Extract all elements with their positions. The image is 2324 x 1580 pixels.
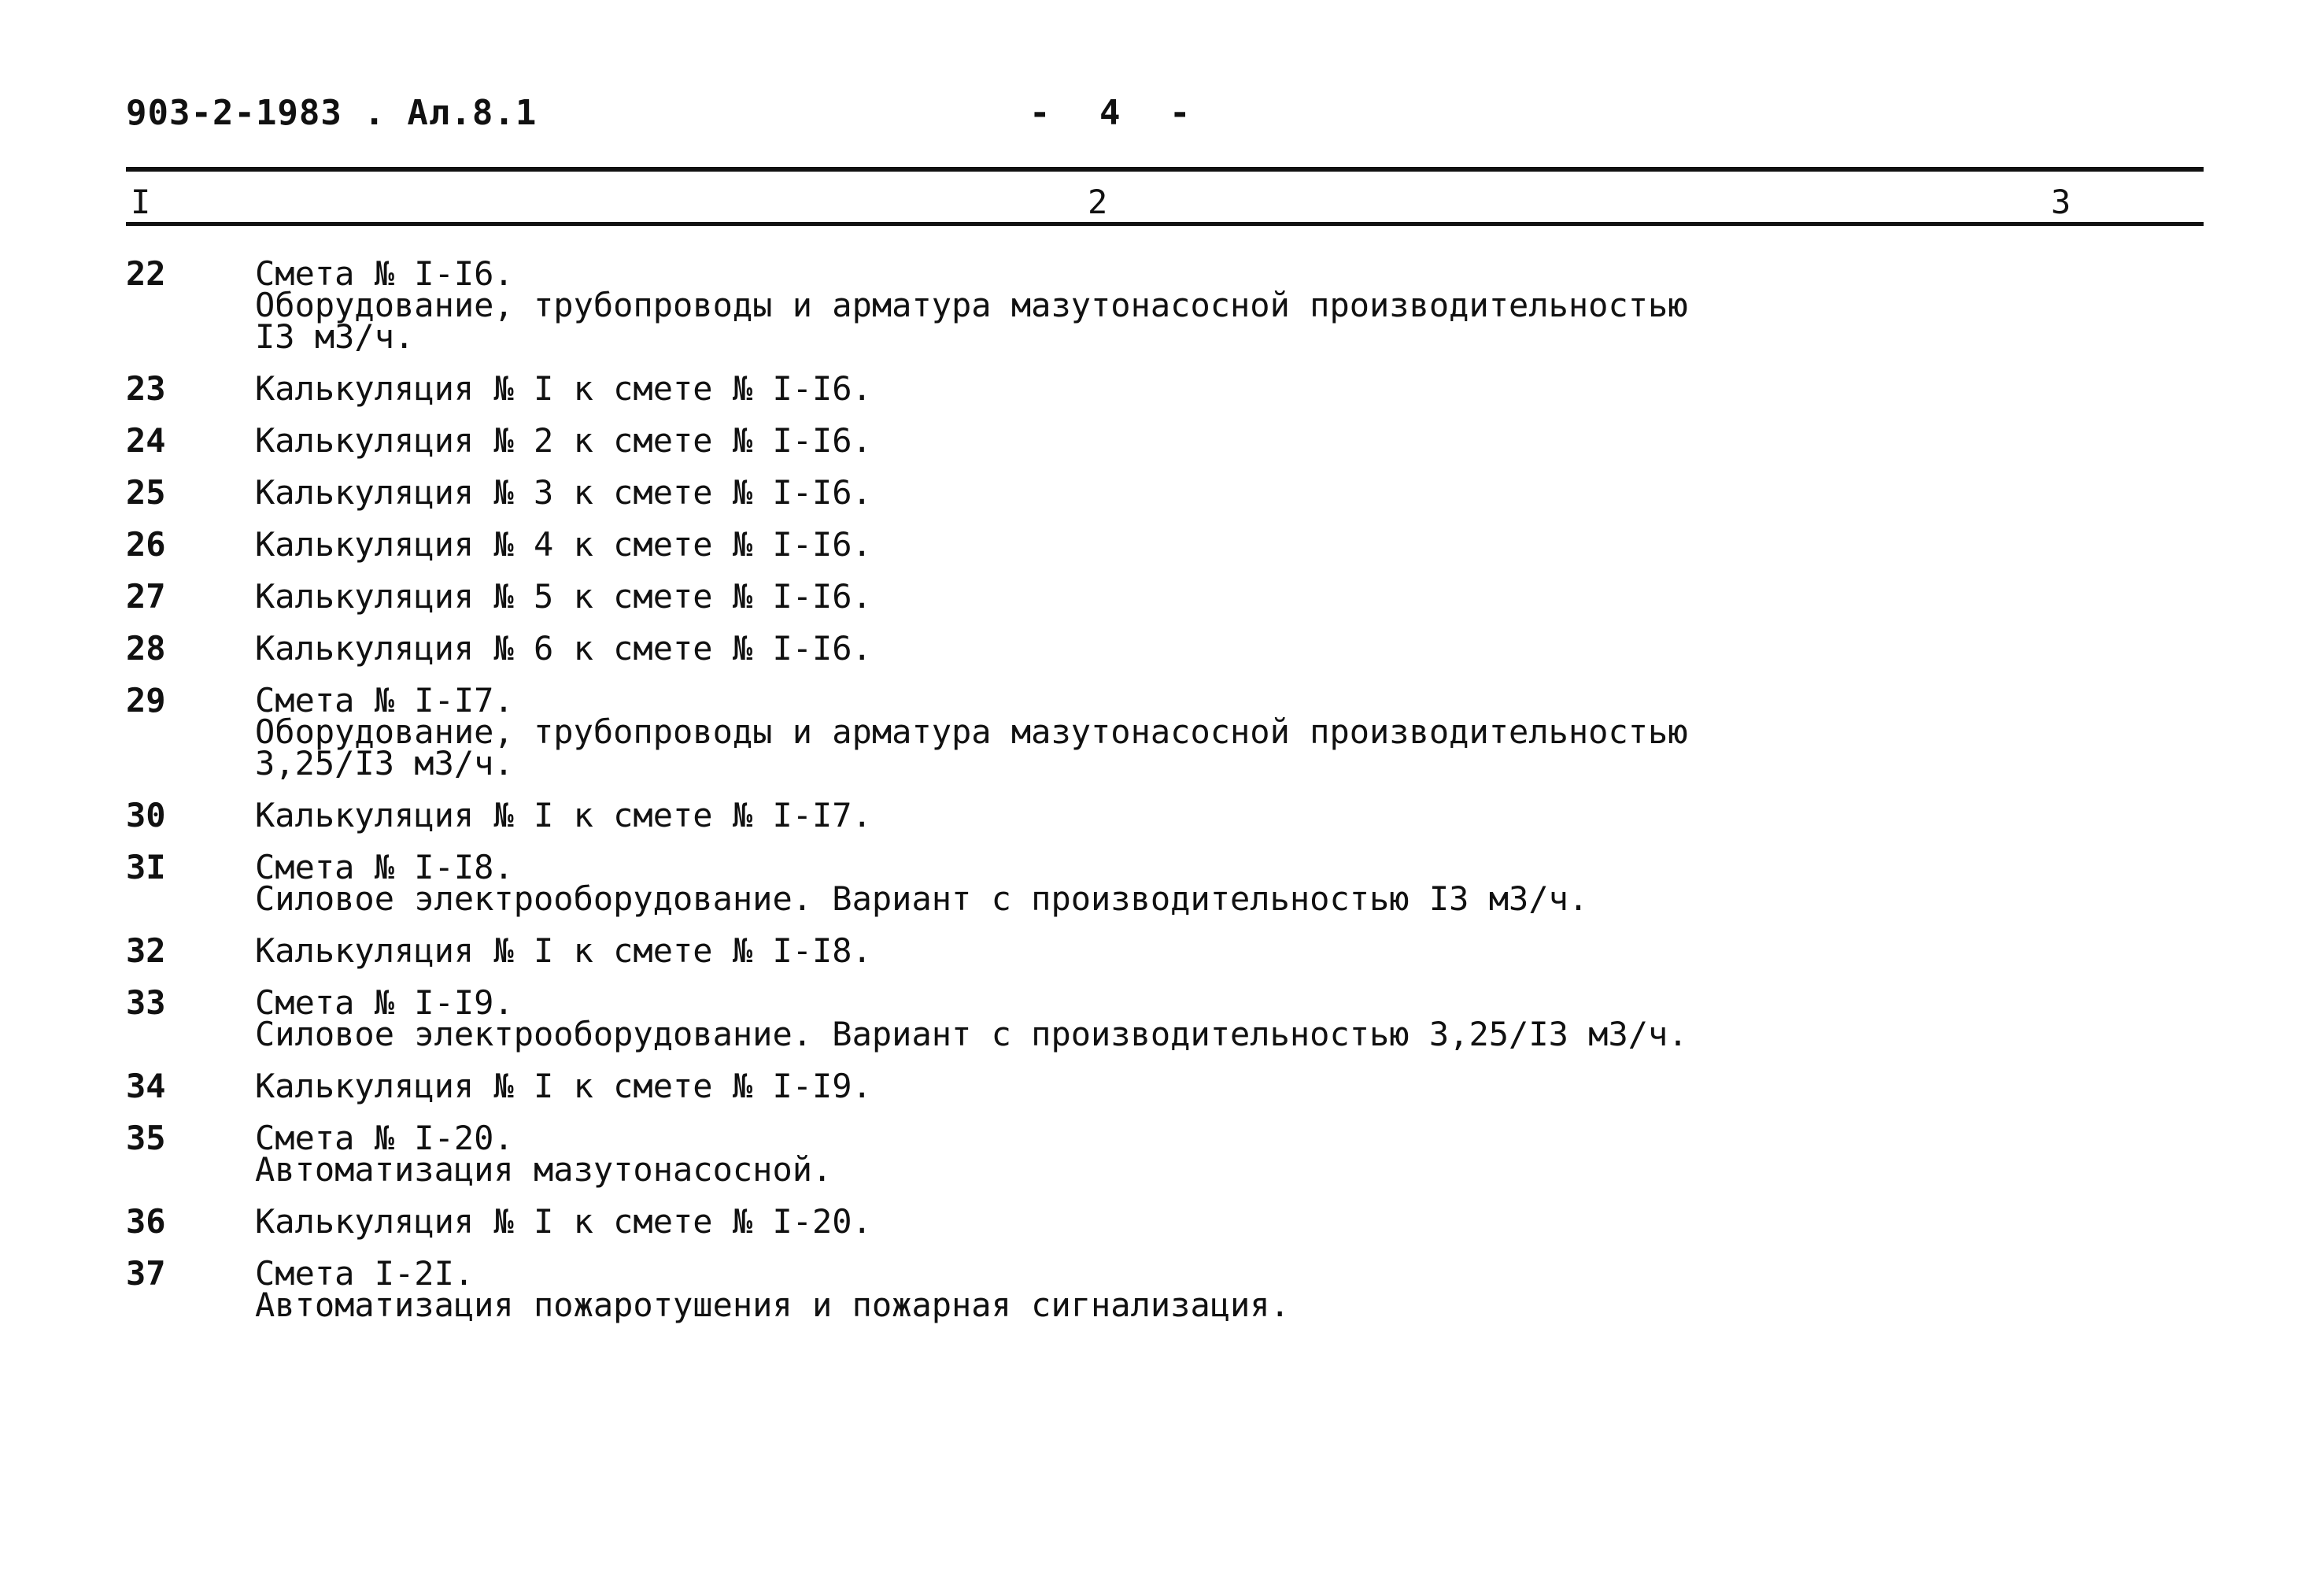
item-number: 33 xyxy=(126,983,166,1022)
list-item xyxy=(126,369,2204,408)
item-text-line: Силовое электрооборудование. Вариант с производительностью 3,25/I3 м3/ч. xyxy=(255,1015,1688,1053)
list-item xyxy=(126,421,2204,460)
item-text xyxy=(255,1202,2204,1241)
list-item xyxy=(126,1254,2204,1324)
item-text xyxy=(255,369,2204,408)
item-number: 22 xyxy=(126,254,166,293)
item-number: 24 xyxy=(126,421,166,460)
item-text-line: Калькуляция № I к смете № I-I6. xyxy=(255,369,872,408)
item-number: 36 xyxy=(126,1202,166,1241)
item-number: 30 xyxy=(126,796,166,834)
item-text-line: Калькуляция № 4 к смете № I-I6. xyxy=(255,525,872,564)
header-rule-top xyxy=(126,167,2204,172)
item-text xyxy=(255,577,2204,616)
item-number: 35 xyxy=(126,1119,166,1157)
item-text-line: Смета № I-I7. xyxy=(255,681,514,720)
header-rule-bottom xyxy=(126,222,2204,226)
item-text xyxy=(255,421,2204,460)
item-number: 32 xyxy=(126,931,166,970)
item-text-line: 3,25/I3 м3/ч. xyxy=(255,744,514,783)
item-number: 26 xyxy=(126,525,166,564)
item-text-line: Калькуляция № I к смете № I-I9. xyxy=(255,1067,872,1105)
item-text-line: Смета № I-20. xyxy=(255,1119,514,1157)
list-item xyxy=(126,1119,2204,1189)
item-text xyxy=(255,681,2204,783)
list-item xyxy=(126,1202,2204,1241)
page-number: - 4 - xyxy=(1029,93,1205,133)
list-item xyxy=(126,848,2204,918)
list-item xyxy=(126,681,2204,783)
item-number: 34 xyxy=(126,1067,166,1105)
item-text-line: Оборудование, трубопроводы и арматура мазутонасосной производительностью xyxy=(255,286,1688,324)
item-text-line: Смета № I-I8. xyxy=(255,848,514,886)
item-number: 23 xyxy=(126,369,166,408)
list-item xyxy=(126,629,2204,668)
document-code: 903-2-1983 . Ал.8.1 xyxy=(126,93,538,133)
item-number: 3I xyxy=(126,848,166,886)
item-text-line: Смета № I-I6. xyxy=(255,254,514,293)
item-text xyxy=(255,254,2204,356)
column-header-1: I xyxy=(131,183,151,221)
item-text xyxy=(255,848,2204,918)
column-headers xyxy=(126,183,2204,222)
list-item xyxy=(126,473,2204,512)
list-item xyxy=(126,577,2204,616)
item-text xyxy=(255,629,2204,668)
item-text-line: Смета № I-I9. xyxy=(255,983,514,1022)
item-text-line: Автоматизация мазутонасосной. xyxy=(255,1150,833,1189)
item-text xyxy=(255,796,2204,834)
item-text xyxy=(255,473,2204,512)
list-item xyxy=(126,525,2204,564)
column-header-3: 3 xyxy=(2051,183,2071,221)
item-text-line: Калькуляция № 2 к смете № I-I6. xyxy=(255,421,872,460)
item-number: 37 xyxy=(126,1254,166,1293)
item-text xyxy=(255,983,2204,1053)
document-list xyxy=(126,254,2204,1341)
list-item xyxy=(126,796,2204,834)
item-number: 28 xyxy=(126,629,166,668)
item-text xyxy=(255,525,2204,564)
item-text-line: Калькуляция № 6 к смете № I-I6. xyxy=(255,629,872,668)
item-number: 25 xyxy=(126,473,166,512)
list-item xyxy=(126,931,2204,970)
item-text-line: Оборудование, трубопроводы и арматура мазутонасосной производительностью xyxy=(255,712,1688,751)
item-text xyxy=(255,1119,2204,1189)
item-number: 29 xyxy=(126,681,166,720)
column-header-2: 2 xyxy=(1088,183,1108,221)
item-text-line: Калькуляция № I к смете № I-I8. xyxy=(255,931,872,970)
item-text-line: I3 м3/ч. xyxy=(255,317,415,356)
list-item xyxy=(126,254,2204,356)
list-item xyxy=(126,983,2204,1053)
item-text-line: Калькуляция № I к смете № I-20. xyxy=(255,1202,872,1241)
page-header xyxy=(126,93,2204,140)
item-text-line: Автоматизация пожаротушения и пожарная сигнализация. xyxy=(255,1286,1290,1324)
item-number: 27 xyxy=(126,577,166,616)
item-text-line: Калькуляция № 5 к смете № I-I6. xyxy=(255,577,872,616)
item-text xyxy=(255,1254,2204,1324)
item-text-line: Силовое электрооборудование. Вариант с производительностью I3 м3/ч. xyxy=(255,879,1589,918)
list-item xyxy=(126,1067,2204,1105)
item-text-line: Калькуляция № I к смете № I-I7. xyxy=(255,796,872,834)
item-text-line: Калькуляция № 3 к смете № I-I6. xyxy=(255,473,872,512)
item-text xyxy=(255,1067,2204,1105)
item-text-line: Смета I-2I. xyxy=(255,1254,475,1293)
item-text xyxy=(255,931,2204,970)
